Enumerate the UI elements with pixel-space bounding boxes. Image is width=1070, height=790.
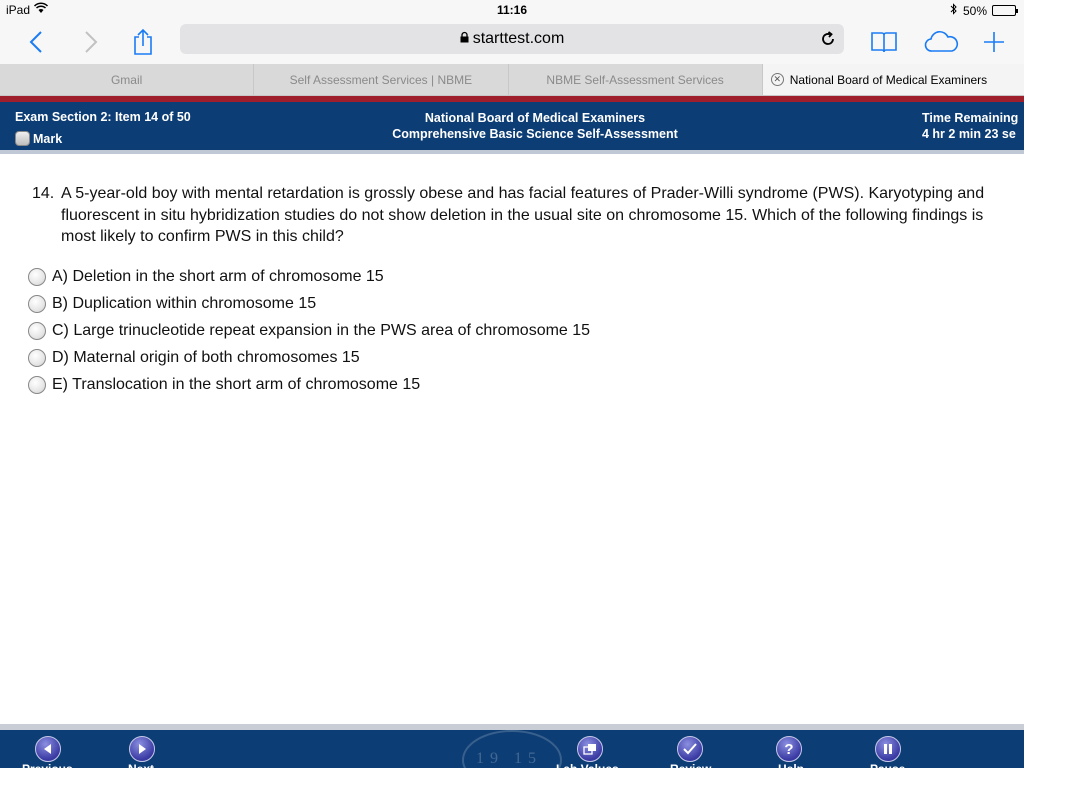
next-button[interactable] [129, 736, 155, 762]
bookmarks-button[interactable] [868, 26, 900, 58]
answer-option-b[interactable] [28, 290, 590, 317]
tab-nbme-self-assessment[interactable]: NBME Self-Assessment Services [509, 64, 763, 95]
header-divider [0, 150, 1024, 154]
clock: 11:16 [496, 3, 528, 17]
reload-button[interactable] [818, 29, 838, 49]
next-label[interactable]: Next [128, 762, 155, 776]
option-label[interactable]: C) Large trinucleotide repeat expansion in the PWS area of chromosome 15 [52, 321, 591, 339]
answer-option-c[interactable] [28, 317, 590, 344]
pause-button[interactable] [875, 736, 901, 762]
device-name: iPad [6, 3, 31, 17]
previous-button[interactable] [35, 736, 61, 762]
seal-year: 19 15 [476, 750, 542, 767]
tab-national-board[interactable] [763, 64, 1024, 95]
option-label[interactable]: D) Maternal origin of both chromosomes 15 [52, 349, 360, 367]
status-right [950, 3, 1016, 18]
bottom-nav-bar [0, 730, 1024, 776]
answer-option-d[interactable] [28, 345, 590, 372]
help-button[interactable] [776, 736, 802, 762]
lab-values-button[interactable] [577, 736, 603, 762]
tab-gmail[interactable]: Gmail [0, 64, 254, 95]
option-label[interactable]: E) Translocation in the short arm of chromosome 15 [52, 376, 421, 394]
exam-title [0, 110, 1070, 142]
pause-icon [883, 743, 893, 755]
next-icon [136, 743, 148, 755]
review-icon [683, 743, 697, 755]
share-icon [132, 28, 154, 56]
mark-label: Mark [33, 131, 63, 146]
new-tab-button[interactable] [978, 26, 1010, 58]
battery-percent: 50% [962, 3, 987, 18]
question-number: 14. [32, 185, 55, 202]
bluetooth-icon [950, 3, 958, 18]
review-label[interactable]: Review [670, 762, 712, 776]
radio-button[interactable] [28, 349, 46, 367]
chevron-left-icon [29, 30, 43, 54]
reload-icon [818, 29, 838, 49]
option-label[interactable]: A) Deletion in the short arm of chromosome 15 [52, 267, 384, 285]
review-button[interactable] [677, 736, 703, 762]
tab-title: National Board of Medical Examiners [789, 72, 988, 87]
question-block [32, 183, 992, 248]
share-button[interactable] [127, 26, 159, 58]
address-bar[interactable] [180, 24, 844, 54]
exam-name: Comprehensive Basic Science Self-Assessment [392, 127, 678, 141]
cloud-icon [924, 31, 960, 53]
lab-values-icon [583, 743, 597, 755]
browser-toolbar [0, 20, 1024, 64]
org-name: National Board of Medical Examiners [424, 111, 646, 125]
question-stem: A 5-year-old boy with mental retardation is grossly obese and has facial features of Prader-Willi syndrome (PWS). Karyotyping and fluorescent in situ hybridization studies do not show deletion in the usual site on chromosome 15. Which of the following findings is most likely to confirm PWS in this child? [61, 185, 985, 245]
answer-options [28, 263, 590, 399]
previous-icon [42, 743, 54, 755]
answer-option-a[interactable] [28, 263, 590, 290]
time-value: 4 hr 2 min 23 se [922, 127, 1016, 141]
radio-button[interactable] [28, 322, 46, 340]
exam-header [0, 102, 1024, 150]
forward-button[interactable] [75, 26, 107, 58]
back-button[interactable] [20, 26, 52, 58]
url-text: starttest.com [472, 30, 565, 48]
battery-icon [992, 5, 1016, 16]
tab-strip [0, 64, 1024, 96]
plus-icon [983, 31, 1005, 53]
chevron-right-icon [84, 30, 98, 54]
option-label[interactable]: B) Duplication within chromosome 15 [52, 294, 317, 312]
previous-label[interactable]: Previous [22, 762, 73, 776]
lock-icon [460, 30, 469, 48]
url-display[interactable] [180, 30, 844, 48]
radio-button[interactable] [28, 268, 46, 286]
pause-label[interactable]: Pause [870, 762, 906, 776]
tab-self-assessment-nbme[interactable]: Self Assessment Services | NBME [254, 64, 508, 95]
time-label: Time Remaining [922, 111, 1019, 125]
close-tab-icon[interactable]: ✕ [771, 73, 784, 86]
status-bar [0, 0, 1024, 20]
radio-button[interactable] [28, 376, 46, 394]
radio-button[interactable] [28, 295, 46, 313]
answer-option-e[interactable] [28, 372, 590, 399]
time-remaining [922, 110, 1018, 142]
cloud-tabs-button[interactable] [922, 26, 962, 58]
book-icon [870, 31, 898, 53]
section-item-indicator: Exam Section 2: Item 14 of 50 [15, 110, 191, 124]
help-label[interactable]: Help [778, 762, 805, 776]
lab-values-label[interactable]: Lab Values [556, 762, 619, 776]
help-icon: ? [784, 740, 794, 758]
